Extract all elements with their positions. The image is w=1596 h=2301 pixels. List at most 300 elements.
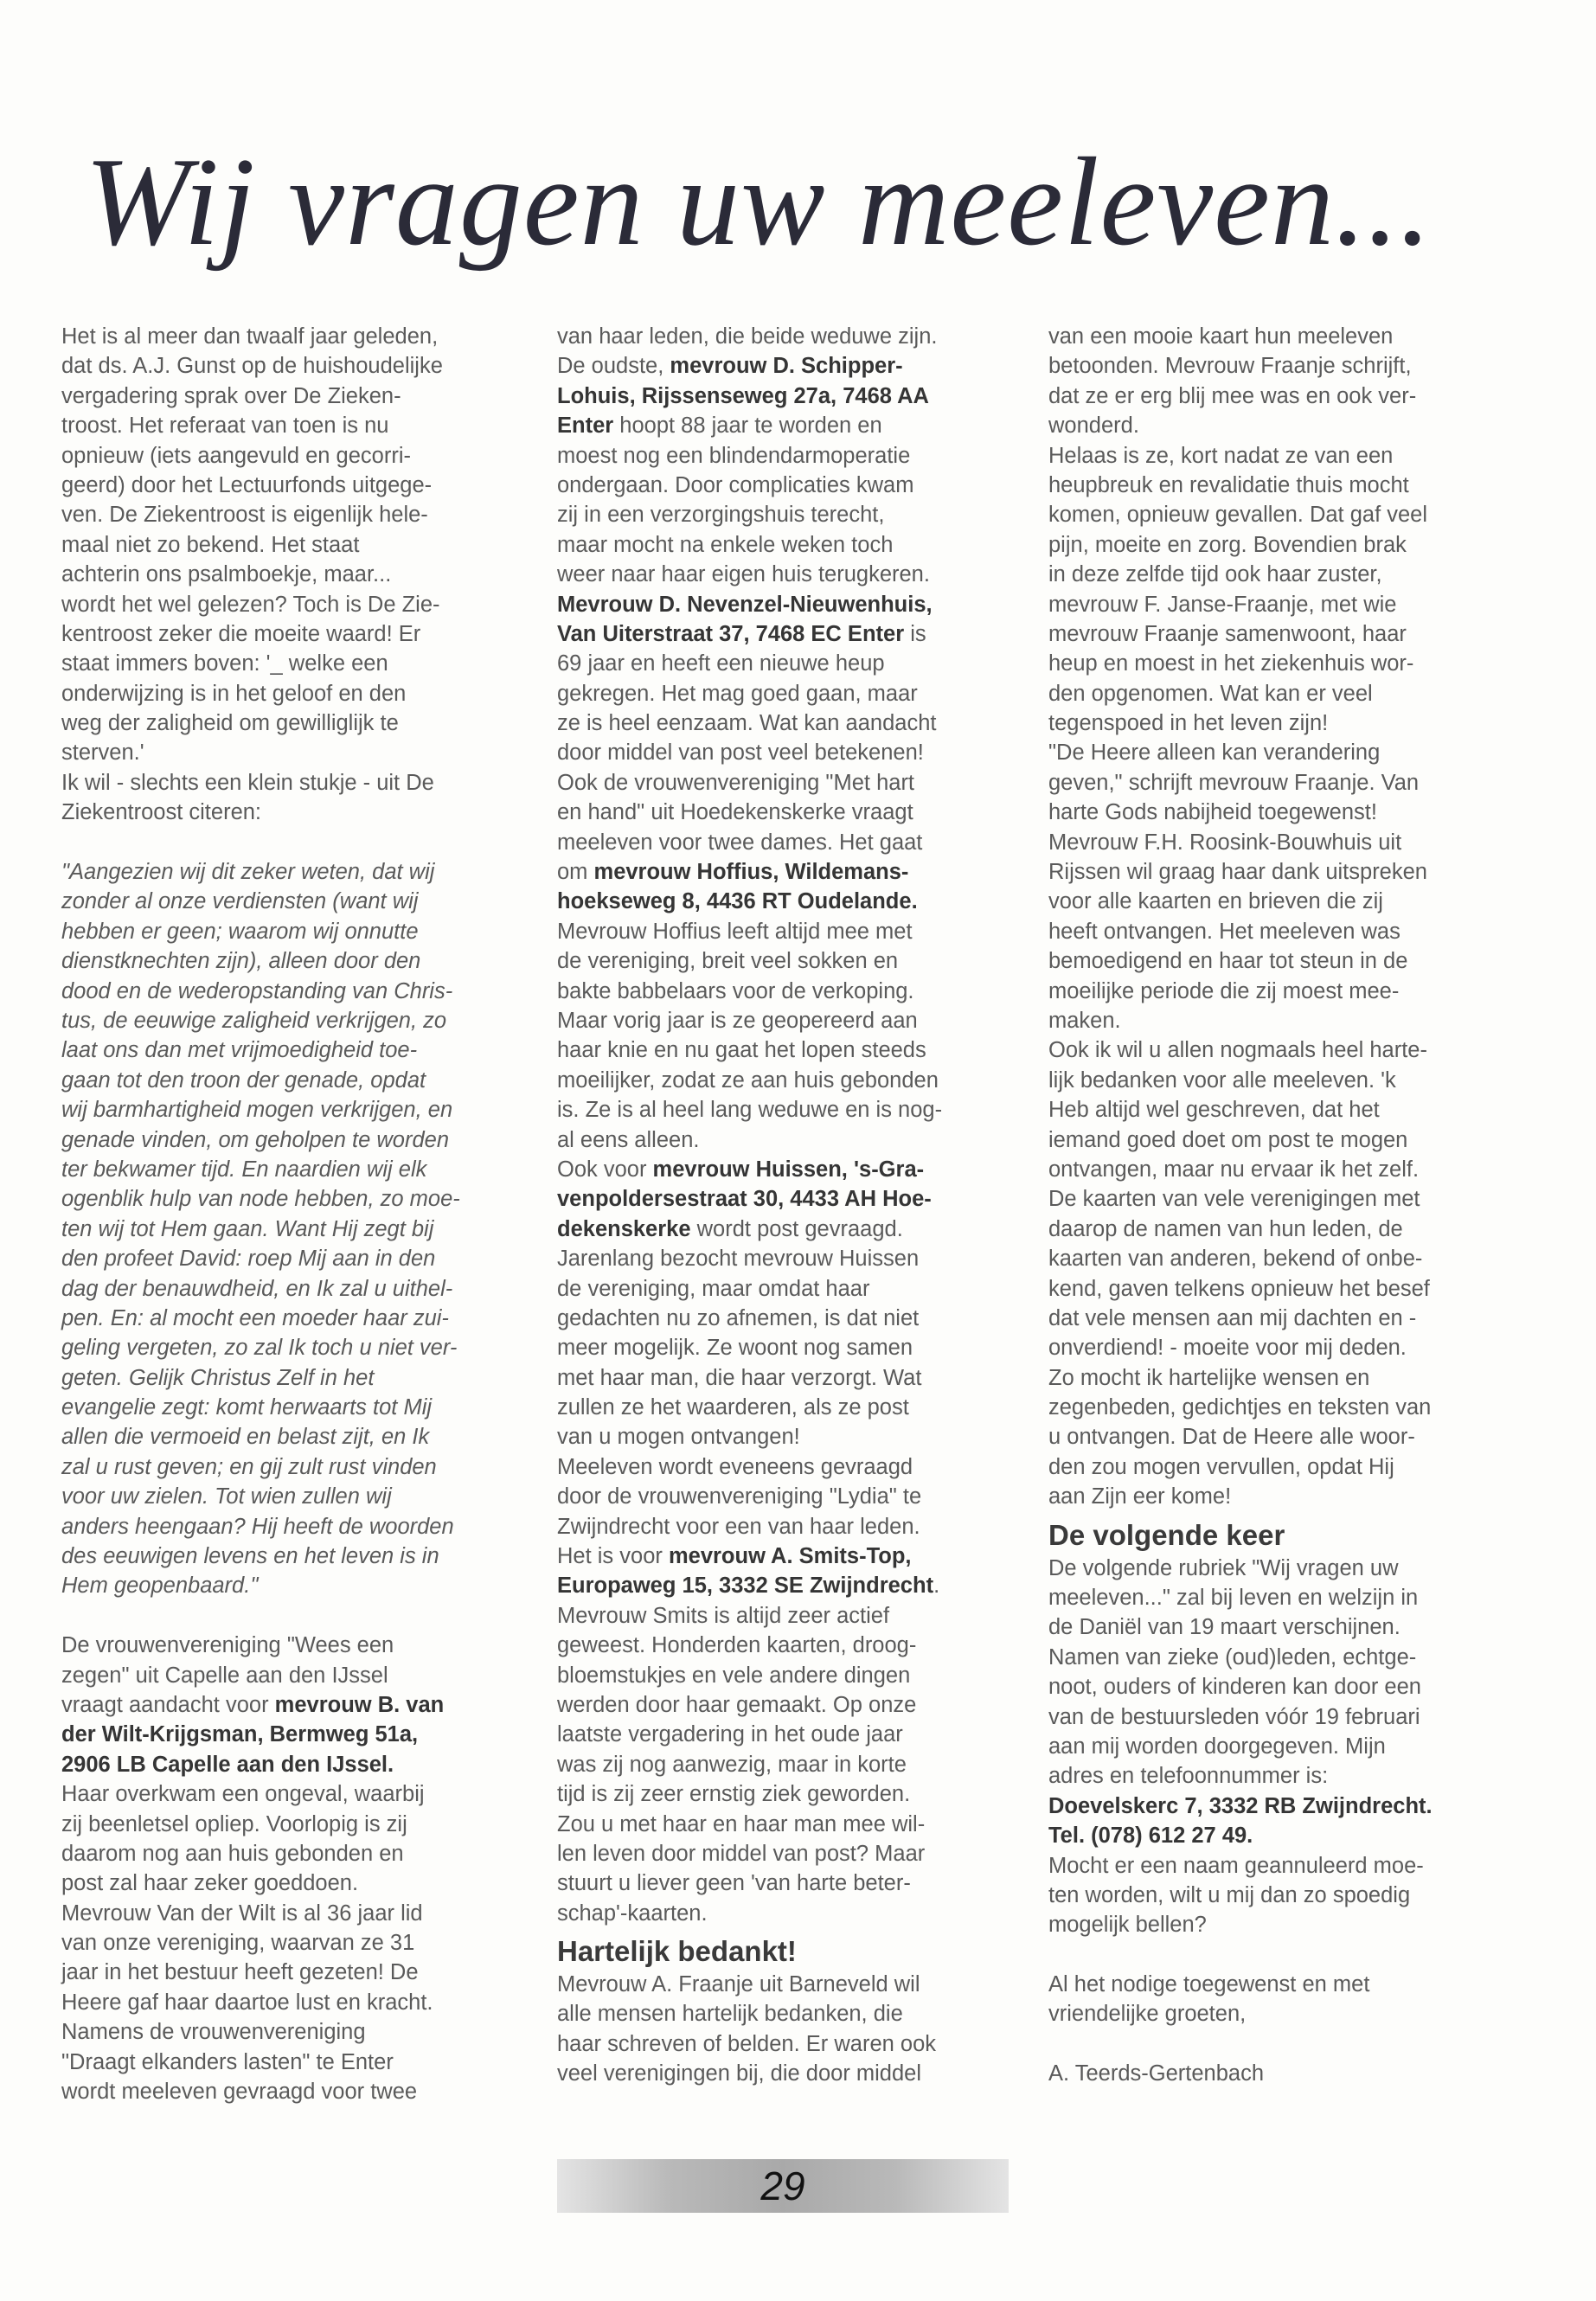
text-segment: wij barmhartigheid mogen verkrijgen, en bbox=[61, 1098, 453, 1123]
text-segment: haar schreven of belden. Er waren ook bbox=[557, 2031, 937, 2056]
text-line bbox=[1048, 351, 1507, 381]
text-segment: was zij nog aanwezig, maar in korte bbox=[557, 1752, 907, 1777]
text-block bbox=[557, 322, 1016, 1928]
text-line bbox=[1048, 1244, 1507, 1273]
text-line bbox=[61, 1393, 520, 1422]
page-number-bar bbox=[557, 2159, 1009, 2213]
text-line bbox=[1048, 857, 1507, 887]
text-line bbox=[1048, 381, 1507, 411]
text-segment: dat ds. A.J. Gunst op de huishoudelijke bbox=[61, 354, 443, 379]
text-segment: Mevrouw F.H. Roosink-Bouwhuis uit bbox=[1048, 830, 1402, 855]
text-line bbox=[61, 1750, 520, 1779]
text-line bbox=[557, 1155, 1016, 1184]
text-line bbox=[1048, 1999, 1507, 2029]
text-line bbox=[61, 1215, 520, 1244]
text-segment: door middel van post veel betekenen! bbox=[557, 740, 924, 766]
page-number: 29 bbox=[760, 2163, 805, 2208]
text-line bbox=[1048, 1702, 1507, 1732]
text-line bbox=[557, 887, 1016, 916]
bold-address: Tel. (078) 612 27 49. bbox=[1048, 1823, 1253, 1849]
text-segment: zegen" uit Capelle aan den IJssel bbox=[61, 1663, 388, 1688]
text-segment: ten worden, wilt u mij dan zo spoedig bbox=[1048, 1882, 1411, 1907]
bold-address: Van Uiterstraat 37, 7468 EC Enter bbox=[557, 621, 905, 646]
text-segment: van onze vereniging, waarvan ze 31 bbox=[61, 1931, 415, 1956]
text-segment: genade vinden, om geholpen te worden bbox=[61, 1127, 450, 1152]
text-line bbox=[61, 1810, 520, 1839]
text-segment: mogelijk bellen? bbox=[1048, 1913, 1207, 1938]
text-line bbox=[1048, 649, 1507, 678]
text-segment: in deze zelfde tijd ook haar zuster, bbox=[1048, 562, 1382, 587]
text-block bbox=[61, 322, 520, 828]
text-segment: onderwijzing is in het geloof en den bbox=[61, 681, 407, 706]
text-segment: len leven door middel van post? Maar bbox=[557, 1841, 926, 1866]
text-line bbox=[1048, 1066, 1507, 1095]
text-segment: bakte babbelaars voor de verkoping. bbox=[557, 978, 914, 1003]
text-line bbox=[557, 471, 1016, 500]
text-segment: zal u rust geven; en gij zult rust vinden bbox=[61, 1454, 437, 1479]
text-line bbox=[557, 857, 1016, 887]
text-line bbox=[61, 1958, 520, 1987]
text-line bbox=[557, 1571, 1016, 1600]
text-line bbox=[557, 441, 1016, 471]
text-line bbox=[61, 1631, 520, 1660]
text-line bbox=[61, 411, 520, 440]
text-segment: geven," schrijft mevrouw Fraanje. Van bbox=[1048, 770, 1420, 795]
text-segment: Helaas is ze, kort nadat ze van een bbox=[1048, 443, 1394, 468]
text-segment: dat ze er erg blij mee was en ook ver- bbox=[1048, 383, 1417, 408]
text-line bbox=[557, 1244, 1016, 1273]
text-line bbox=[1048, 917, 1507, 946]
text-segment: zij in een verzorgingshuis terecht, bbox=[557, 503, 885, 528]
text-line bbox=[61, 1333, 520, 1362]
text-line bbox=[1048, 1554, 1507, 1583]
text-line bbox=[1048, 590, 1507, 619]
text-line bbox=[61, 649, 520, 678]
text-segment: Zou u met haar en haar man mee wil- bbox=[557, 1811, 926, 1836]
text-line bbox=[557, 1999, 1016, 2029]
text-segment: Al het nodige toegewenst en met bbox=[1048, 1972, 1370, 1997]
section-heading: Hartelijk bedankt! bbox=[557, 1935, 797, 1968]
text-line bbox=[61, 2017, 520, 2047]
text-line bbox=[61, 1274, 520, 1304]
text-line bbox=[61, 708, 520, 738]
text-line bbox=[557, 828, 1016, 857]
text-segment: aan mij worden doorgegeven. Mijn bbox=[1048, 1734, 1386, 1759]
text-block bbox=[1048, 1554, 1507, 1940]
text-segment: zegenbeden, gedichtjes en teksten van bbox=[1048, 1395, 1432, 1420]
bold-address: mevrouw A. Smits-Top, bbox=[668, 1544, 912, 1569]
text-line bbox=[557, 1006, 1016, 1035]
text-segment: laatste vergadering in het oude jaar bbox=[557, 1722, 903, 1747]
text-segment: De oudste, bbox=[557, 354, 670, 379]
text-line bbox=[557, 1631, 1016, 1660]
text-line bbox=[61, 1125, 520, 1155]
text-line bbox=[557, 946, 1016, 976]
article-column-1 bbox=[61, 322, 520, 2106]
text-line bbox=[1048, 1482, 1507, 1511]
text-segment: ze is heel eenzaam. Wat kan aandacht bbox=[557, 711, 937, 736]
text-line bbox=[557, 1720, 1016, 1749]
text-segment: harte Gods nabijheid toegewenst! bbox=[1048, 800, 1377, 825]
text-segment: Mevrouw Van der Wilt is al 36 jaar lid bbox=[61, 1900, 423, 1926]
text-line bbox=[61, 1512, 520, 1541]
text-segment: Ook ik wil u allen nogmaals heel harte- bbox=[1048, 1038, 1427, 1063]
text-line bbox=[1048, 1304, 1507, 1333]
bold-address: der Wilt-Krijgsman, Bermweg 51a, bbox=[61, 1722, 419, 1747]
text-line bbox=[61, 679, 520, 708]
text-line bbox=[557, 619, 1016, 649]
text-segment: werden door haar gemaakt. Op onze bbox=[557, 1692, 917, 1717]
text-segment: Namens de vrouwenvereniging bbox=[61, 2020, 366, 2045]
text-segment: veel verenigingen bij, die door middel bbox=[557, 2061, 922, 2086]
text-segment: voor uw zielen. Tot wien zullen wij bbox=[61, 1484, 392, 1509]
text-segment: 69 jaar en heeft een nieuwe heup bbox=[557, 651, 885, 676]
text-line bbox=[61, 1928, 520, 1958]
text-segment: betoonden. Mevrouw Fraanje schrijft, bbox=[1048, 354, 1412, 379]
text-line bbox=[61, 1066, 520, 1095]
text-line bbox=[557, 768, 1016, 798]
text-line bbox=[61, 2048, 520, 2077]
text-line bbox=[61, 619, 520, 649]
text-segment: staat immers boven: '_ welke een bbox=[61, 651, 388, 676]
text-segment: mevrouw F. Janse-Fraanje, met wie bbox=[1048, 592, 1397, 617]
text-segment: moest nog een blindendarmoperatie bbox=[557, 443, 911, 468]
text-line bbox=[61, 500, 520, 529]
text-segment: Mevrouw Hoffius leeft altijd mee met bbox=[557, 919, 913, 944]
text-segment: des eeuwigen levens en het leven is in bbox=[61, 1544, 439, 1569]
text-line bbox=[1048, 977, 1507, 1006]
text-segment: geling vergeten, zo zal Ik toch u niet ver- bbox=[61, 1336, 458, 1361]
article-column-3 bbox=[1048, 322, 1507, 2089]
text-line bbox=[61, 768, 520, 798]
text-line bbox=[1048, 2059, 1507, 2088]
text-line bbox=[557, 1810, 1016, 1839]
text-segment: al eens alleen. bbox=[557, 1127, 700, 1152]
text-line bbox=[1048, 768, 1507, 798]
text-line bbox=[557, 1422, 1016, 1452]
text-segment: stuurt u liever geen 'van harte beter- bbox=[557, 1871, 911, 1896]
text-line bbox=[61, 1095, 520, 1125]
text-line bbox=[61, 1244, 520, 1273]
text-line bbox=[1048, 1363, 1507, 1393]
text-segment: pijn, moeite en zorg. Bovendien brak bbox=[1048, 532, 1407, 557]
text-segment: hebben er geen; waarom wij onnutte bbox=[61, 919, 419, 944]
text-segment: de Daniël van 19 maart verschijnen. bbox=[1048, 1615, 1401, 1640]
text-segment: dag der benauwdheid, en Ik zal u uithel- bbox=[61, 1276, 453, 1301]
text-line bbox=[1048, 1881, 1507, 1910]
text-line bbox=[61, 857, 520, 887]
text-segment: den opgenomen. Wat kan er veel bbox=[1048, 681, 1373, 706]
text-segment: zonder al onze verdiensten (want wij bbox=[61, 889, 419, 914]
text-segment: geweest. Honderden kaarten, droog- bbox=[557, 1633, 917, 1658]
text-segment: onverdiend! - moeite voor mij deden. bbox=[1048, 1336, 1407, 1361]
text-segment: weer naar haar eigen huis terugkeren. bbox=[557, 562, 930, 587]
text-segment: schap'-kaarten. bbox=[557, 1900, 708, 1926]
text-line bbox=[557, 530, 1016, 560]
bold-address: 2906 LB Capelle aan den IJssel. bbox=[61, 1752, 394, 1777]
text-segment: Zo mocht ik hartelijke wensen en bbox=[1048, 1365, 1370, 1390]
text-line bbox=[1048, 1393, 1507, 1422]
bold-address: mevrouw B. van bbox=[274, 1692, 445, 1717]
text-segment: Maar vorig jaar is ze geopereerd aan bbox=[557, 1008, 918, 1033]
text-line bbox=[557, 351, 1016, 381]
text-segment: laat ons dan met vrijmoedigheid toe- bbox=[61, 1038, 418, 1063]
text-line bbox=[1048, 1452, 1507, 1482]
text-line bbox=[61, 590, 520, 619]
text-line bbox=[1048, 1274, 1507, 1304]
text-line bbox=[61, 738, 520, 767]
text-segment: haar knie en nu gaat het lopen steeds bbox=[557, 1038, 926, 1063]
text-segment: heupbreuk en revalidatie thuis mocht bbox=[1048, 472, 1409, 497]
text-line bbox=[1048, 708, 1507, 738]
paragraph-gap bbox=[1048, 1940, 1507, 1970]
text-segment: ontvangen, maar nu ervaar ik het zelf. bbox=[1048, 1157, 1420, 1182]
text-segment: den zou mogen vervullen, opdat Hij bbox=[1048, 1454, 1394, 1479]
text-segment: meer mogelijk. Ze woont nog samen bbox=[557, 1336, 913, 1361]
text-line bbox=[557, 1125, 1016, 1155]
text-line bbox=[61, 917, 520, 946]
text-line bbox=[61, 471, 520, 500]
text-segment: ondergaan. Door complicaties kwam bbox=[557, 472, 914, 497]
text-segment: allen die vermoeid en belast zijt, en Ik bbox=[61, 1425, 430, 1450]
text-segment: evangelie zegt: komt herwaarts tot Mij bbox=[61, 1395, 433, 1420]
text-segment: zij beenletsel opliep. Voorlopig is zij bbox=[61, 1811, 407, 1836]
text-line bbox=[61, 530, 520, 560]
text-segment: Mevrouw Smits is altijd zeer actief bbox=[557, 1603, 890, 1628]
text-block bbox=[557, 1970, 1016, 2089]
text-line bbox=[1048, 1970, 1507, 1999]
text-line bbox=[61, 946, 520, 976]
bold-address: mevrouw D. Schipper- bbox=[670, 354, 903, 379]
text-line bbox=[557, 1035, 1016, 1065]
text-line bbox=[557, 1868, 1016, 1898]
text-line bbox=[61, 1779, 520, 1809]
text-line bbox=[1048, 1612, 1507, 1642]
text-line bbox=[1048, 1791, 1507, 1821]
text-line bbox=[557, 1452, 1016, 1482]
text-line bbox=[557, 381, 1016, 411]
text-line bbox=[1048, 1333, 1507, 1362]
text-line bbox=[557, 500, 1016, 529]
text-segment: opnieuw (iets aangevuld en gecorri- bbox=[61, 443, 411, 468]
text-line bbox=[557, 1066, 1016, 1095]
text-segment: moeilijker, zodat ze aan huis gebonden bbox=[557, 1067, 939, 1093]
text-segment: kend, gaven telkens opnieuw het besef bbox=[1048, 1276, 1430, 1301]
text-segment: Ik wil - slechts een klein stukje - uit De bbox=[61, 770, 434, 795]
text-segment: bemoedigend en haar tot steun in de bbox=[1048, 949, 1408, 974]
text-segment: anders heengaan? Hij heeft de woorden bbox=[61, 1514, 454, 1539]
text-segment: Ook voor bbox=[557, 1157, 653, 1182]
text-line bbox=[557, 1541, 1016, 1571]
text-segment: Ook de vrouwenvereniging "Met hart bbox=[557, 770, 915, 795]
text-segment: . bbox=[933, 1574, 940, 1599]
text-line bbox=[1048, 1184, 1507, 1214]
text-segment: De kaarten van vele verenigingen met bbox=[1048, 1187, 1420, 1212]
text-segment: daarop de namen van hun leden, de bbox=[1048, 1216, 1403, 1241]
text-line bbox=[1048, 1215, 1507, 1244]
text-line bbox=[61, 1304, 520, 1333]
text-segment: is. Ze is al heel lang weduwe en is nog- bbox=[557, 1098, 943, 1123]
text-block bbox=[1048, 1970, 1507, 2029]
bold-address: Mevrouw D. Nevenzel-Nieuwenhuis, bbox=[557, 592, 933, 617]
text-segment: ten wij tot Hem gaan. Want Hij zegt bij bbox=[61, 1216, 434, 1241]
text-segment: door de vrouwenvereniging "Lydia" te bbox=[557, 1484, 922, 1509]
text-line bbox=[1048, 828, 1507, 857]
text-segment: Ziekentroost citeren: bbox=[61, 800, 262, 825]
text-line bbox=[61, 1690, 520, 1720]
text-segment: Meeleven wordt eveneens gevraagd bbox=[557, 1454, 913, 1479]
text-line bbox=[1048, 1821, 1507, 1850]
bold-address: Europaweg 15, 3332 SE Zwijndrecht bbox=[557, 1574, 934, 1599]
text-segment: Mevrouw A. Fraanje uit Barneveld wil bbox=[557, 1972, 920, 1997]
text-line bbox=[61, 977, 520, 1006]
text-segment: voor alle kaarten en brieven die zij bbox=[1048, 889, 1383, 914]
text-segment: wordt het wel gelezen? Toch is De Zie- bbox=[61, 592, 440, 617]
text-line bbox=[557, 708, 1016, 738]
text-line bbox=[557, 1274, 1016, 1304]
paragraph-gap bbox=[61, 828, 520, 857]
text-segment: Heere gaf haar daartoe lust en kracht. bbox=[61, 1990, 433, 2015]
text-segment: wordt post gevraagd. bbox=[690, 1216, 903, 1241]
text-segment: daarom nog aan huis gebonden en bbox=[61, 1841, 404, 1866]
text-segment: van de bestuursleden vóór 19 februari bbox=[1048, 1704, 1420, 1729]
text-line bbox=[1048, 1422, 1507, 1452]
text-line bbox=[557, 1095, 1016, 1125]
text-line bbox=[61, 2077, 520, 2106]
text-line bbox=[557, 1363, 1016, 1393]
text-line bbox=[557, 1779, 1016, 1809]
text-line bbox=[557, 798, 1016, 827]
text-line bbox=[557, 1899, 1016, 1928]
text-segment: dienstknechten zijn), alleen door den bbox=[61, 949, 421, 974]
text-segment: gekregen. Het mag goed gaan, maar bbox=[557, 681, 918, 706]
text-line bbox=[557, 1512, 1016, 1541]
text-segment: pen. En: al mocht een moeder haar zui- bbox=[61, 1305, 449, 1330]
text-segment: Jarenlang bezocht mevrouw Huissen bbox=[557, 1247, 920, 1272]
text-segment: troost. Het referaat van toen is nu bbox=[61, 413, 389, 439]
text-line bbox=[1048, 679, 1507, 708]
text-line bbox=[1048, 619, 1507, 649]
text-line bbox=[61, 1899, 520, 1928]
text-line bbox=[61, 1155, 520, 1184]
text-line bbox=[1048, 1095, 1507, 1125]
text-line bbox=[1048, 798, 1507, 827]
text-segment: en hand" uit Hoedekenskerke vraagt bbox=[557, 800, 913, 825]
paragraph-gap bbox=[1048, 2029, 1507, 2059]
text-segment: A. Teerds-Gertenbach bbox=[1048, 2061, 1264, 2086]
text-segment: dood en de wederopstanding van Chris- bbox=[61, 978, 453, 1003]
bold-address: Enter bbox=[557, 413, 614, 439]
text-segment: met haar man, die haar verzorgt. Wat bbox=[557, 1365, 922, 1390]
text-segment: Het is voor bbox=[557, 1544, 669, 1569]
text-segment: ter bekwamer tijd. En naardien wij elk bbox=[61, 1157, 427, 1182]
text-line bbox=[557, 1690, 1016, 1720]
text-line bbox=[1048, 530, 1507, 560]
text-line bbox=[557, 560, 1016, 589]
bold-address: hoekseweg 8, 4436 RT Oudelande. bbox=[557, 889, 918, 914]
text-segment: ogenblik hulp van node hebben, zo moe- bbox=[61, 1187, 460, 1212]
article-column-2 bbox=[557, 322, 1016, 2089]
text-segment: wonderd. bbox=[1048, 413, 1139, 439]
text-line bbox=[1048, 1732, 1507, 1761]
text-segment: tijd is zij zeer ernstig ziek geworden. bbox=[557, 1782, 911, 1807]
text-segment: vriendelijke groeten, bbox=[1048, 2002, 1247, 2027]
text-block bbox=[1048, 322, 1507, 1512]
text-segment: van u mogen ontvangen! bbox=[557, 1425, 800, 1450]
text-segment: jaar in het bestuur heeft gezeten! De bbox=[61, 1960, 419, 1985]
text-segment: Haar overkwam een ongeval, waarbij bbox=[61, 1782, 425, 1807]
text-segment: weg der zaligheid om gewilliglijk te bbox=[61, 711, 399, 736]
text-line bbox=[61, 1452, 520, 1482]
text-line bbox=[1048, 1125, 1507, 1155]
text-segment: u ontvangen. Dat de Heere alle woor- bbox=[1048, 1425, 1415, 1450]
text-line bbox=[557, 1482, 1016, 1511]
text-segment: bloemstukjes en vele andere dingen bbox=[557, 1663, 911, 1688]
text-segment: post zal haar zeker goeddoen. bbox=[61, 1871, 359, 1896]
text-line bbox=[61, 322, 520, 351]
text-line bbox=[1048, 1672, 1507, 1702]
text-line bbox=[557, 917, 1016, 946]
text-block bbox=[61, 1631, 520, 2106]
text-segment: adres en telefoonnummer is: bbox=[1048, 1764, 1329, 1789]
text-segment: den profeet David: roep Mij aan in den bbox=[61, 1247, 436, 1272]
text-line bbox=[1048, 1583, 1507, 1612]
text-segment: Heb altijd wel geschreven, dat het bbox=[1048, 1098, 1380, 1123]
text-line bbox=[557, 1304, 1016, 1333]
text-line bbox=[557, 590, 1016, 619]
text-line bbox=[557, 649, 1016, 678]
text-segment: maar mocht na enkele weken toch bbox=[557, 532, 894, 557]
text-line bbox=[61, 1184, 520, 1214]
text-segment: hoopt 88 jaar te worden en bbox=[613, 413, 882, 439]
text-segment: maken. bbox=[1048, 1008, 1121, 1033]
text-segment: tus, de eeuwige zaligheid verkrijgen, zo bbox=[61, 1008, 447, 1033]
text-line bbox=[1048, 322, 1507, 351]
text-line bbox=[557, 1601, 1016, 1631]
text-line bbox=[557, 411, 1016, 440]
text-line bbox=[557, 1750, 1016, 1779]
text-line bbox=[61, 1661, 520, 1690]
text-segment: zullen ze het waarderen, als ze post bbox=[557, 1395, 909, 1420]
text-segment: mevrouw Fraanje samenwoont, haar bbox=[1048, 621, 1407, 646]
text-line bbox=[1048, 1155, 1507, 1184]
text-segment: om bbox=[557, 860, 594, 885]
text-line bbox=[1048, 560, 1507, 589]
text-segment: van een mooie kaart hun meeleven bbox=[1048, 324, 1394, 349]
text-segment: alle mensen hartelijk bedanken, die bbox=[557, 2002, 903, 2027]
text-line bbox=[61, 1006, 520, 1035]
text-line bbox=[61, 1839, 520, 1868]
text-segment: "De Heere alleen kan verandering bbox=[1048, 740, 1381, 766]
text-segment: meeleven..." zal bij leven en welzijn in bbox=[1048, 1586, 1419, 1611]
text-line bbox=[1048, 1761, 1507, 1791]
text-segment: kentroost zeker die moeite waard! Er bbox=[61, 621, 421, 646]
text-block bbox=[1048, 2059, 1507, 2088]
text-line bbox=[61, 1035, 520, 1065]
text-segment: de vereniging, maar omdat haar bbox=[557, 1276, 870, 1301]
text-line bbox=[61, 1868, 520, 1898]
text-line bbox=[557, 1970, 1016, 1999]
bold-address: mevrouw Hoffius, Wildemans- bbox=[593, 860, 909, 885]
text-segment: lijk bedanken voor alle meeleven. 'k bbox=[1048, 1067, 1396, 1093]
text-segment: heeft ontvangen. Het meeleven was bbox=[1048, 919, 1401, 944]
text-segment: Namen van zieke (oud)leden, echtge- bbox=[1048, 1644, 1417, 1670]
text-segment: van haar leden, die beide weduwe zijn. bbox=[557, 324, 938, 349]
text-line bbox=[557, 2059, 1016, 2088]
text-segment: wordt meeleven gevraagd voor twee bbox=[61, 2080, 418, 2105]
text-line bbox=[557, 1839, 1016, 1868]
text-segment: "Draagt elkanders lasten" te Enter bbox=[61, 2049, 394, 2074]
